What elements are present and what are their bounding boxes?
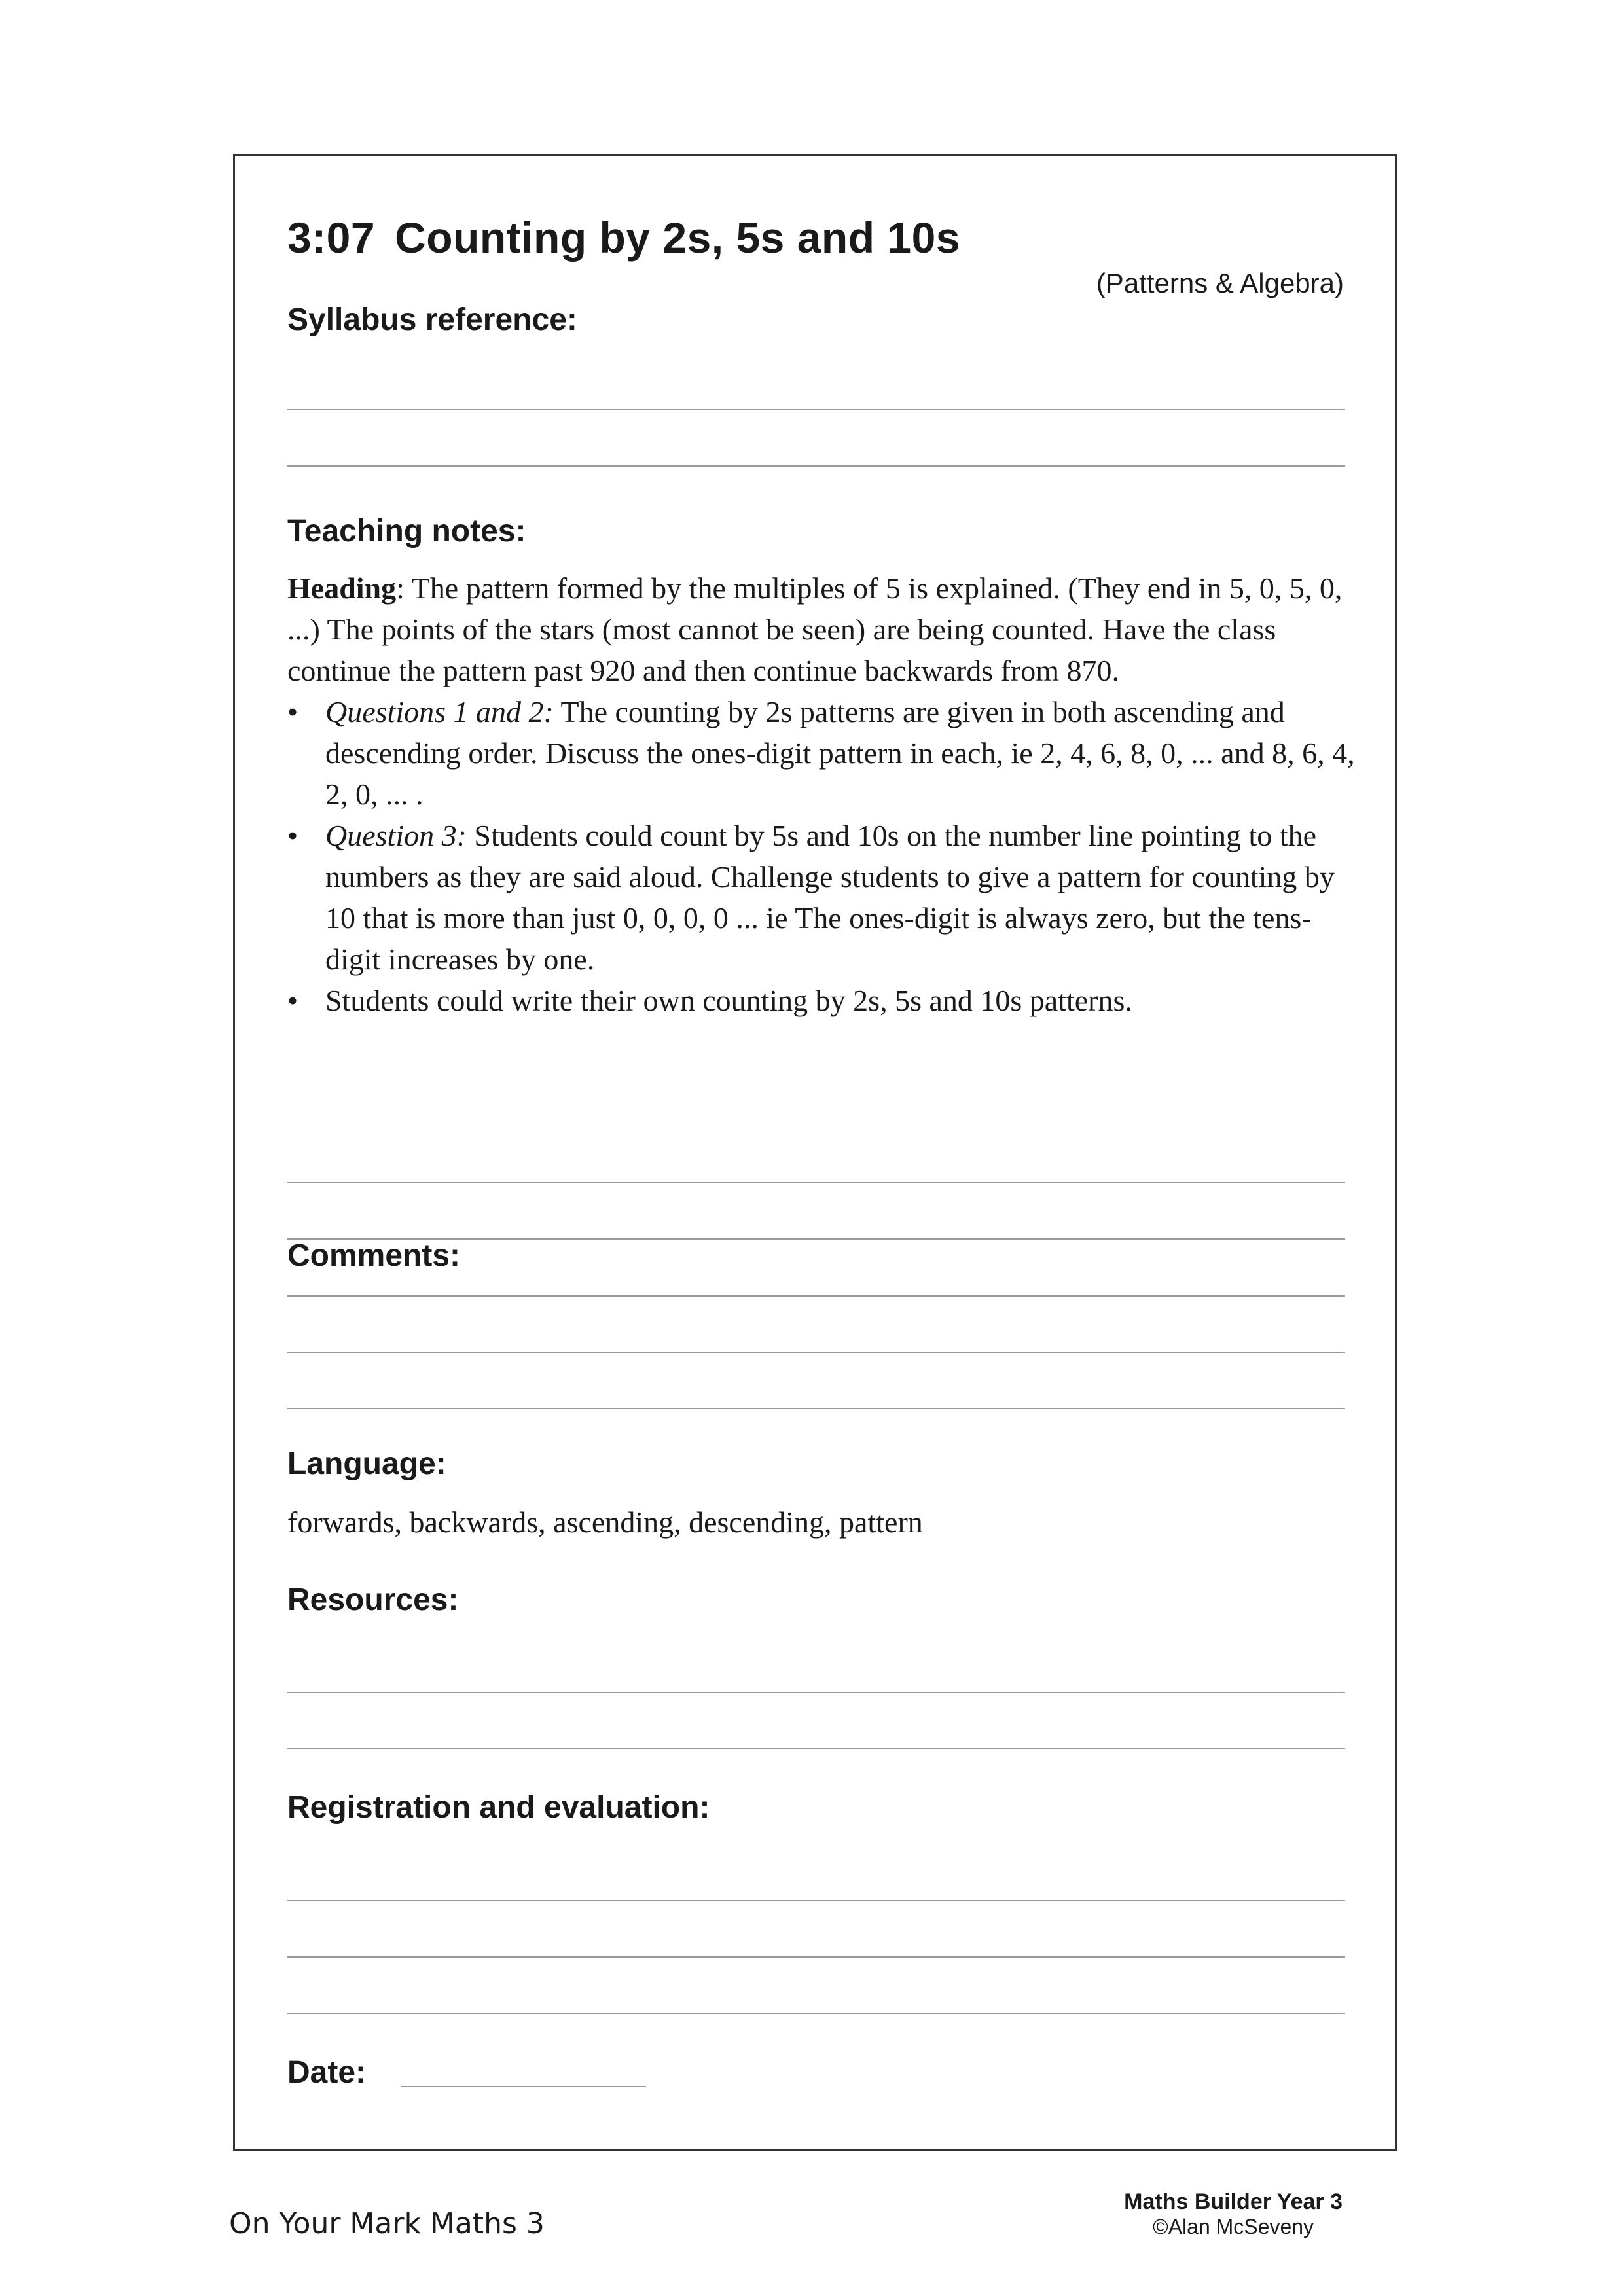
teaching-notes-body xyxy=(287,567,1361,1021)
heading-note-text: : The pattern formed by the multiples of 5 is explained. (They end in 5, 0, 5, 0, ...) The points of the stars (most cannot be seen) are being counted. Have the class continue the pattern past 920 and then continue backwards from 870. xyxy=(287,571,1343,687)
comments-write-line-5 xyxy=(287,1408,1345,1409)
comments-heading: Comments: xyxy=(287,1238,461,1273)
list-item xyxy=(287,815,1361,980)
comments-write-line-1 xyxy=(287,1182,1345,1183)
registration-heading: Registration and evaluation: xyxy=(287,1790,710,1825)
series-title: On Your Mark Maths 3 xyxy=(229,2207,545,2240)
registration-write-line-3 xyxy=(287,2013,1345,2014)
date-label: Date: xyxy=(287,2055,367,2090)
registration-write-line-2 xyxy=(287,1956,1345,1958)
language-words: forwards, backwards, ascending, descending, pattern xyxy=(287,1505,923,1539)
teaching-notes-heading: Teaching notes: xyxy=(287,514,526,548)
heading-note xyxy=(287,567,1361,691)
worksheet-code: 3:07 xyxy=(287,213,376,262)
list-item-label: Question 3: xyxy=(325,819,467,852)
comments-write-line-3 xyxy=(287,1295,1345,1297)
teaching-notes-list xyxy=(287,691,1361,1021)
language-heading: Language: xyxy=(287,1446,446,1481)
strand-label: (Patterns & Algebra) xyxy=(1096,268,1344,298)
book-credit xyxy=(1124,2189,1343,2239)
worksheet-title-text: Counting by 2s, 5s and 10s xyxy=(395,213,960,262)
syllabus-reference-heading: Syllabus reference: xyxy=(287,302,577,337)
resources-write-line-1 xyxy=(287,1692,1345,1693)
worksheet-frame xyxy=(233,154,1397,2151)
copyright-notice: ©Alan McSeveny xyxy=(1153,2215,1314,2238)
date-write-line xyxy=(401,2086,646,2087)
heading-note-label: Heading xyxy=(287,571,397,605)
worksheet-title xyxy=(287,213,960,262)
syllabus-write-line-1 xyxy=(287,409,1345,410)
list-item-text: The counting by 2s patterns are given in both ascending and descending order. Discuss the ones-digit pattern in each, ie 2, 4, 6, 8, 0, ... and 8, 6, 4, 2, 0, ... . xyxy=(325,695,1355,811)
list-item-label: Questions 1 and 2: xyxy=(325,695,554,728)
list-item-text: Students could count by 5s and 10s on the number line pointing to the numbers as they are said aloud. Challenge students to give a pattern for counting by 10 that is more than just 0, 0, 0, 0 ... ie The ones-digit is always zero, but the tens-digit increases by one. xyxy=(325,819,1335,976)
syllabus-write-line-2 xyxy=(287,465,1345,467)
book-title: Maths Builder Year 3 xyxy=(1124,2189,1343,2214)
resources-write-line-2 xyxy=(287,1748,1345,1749)
comments-write-line-4 xyxy=(287,1352,1345,1353)
list-item-text: Students could write their own counting by 2s, 5s and 10s patterns. xyxy=(325,984,1132,1017)
list-item xyxy=(287,980,1361,1021)
list-item xyxy=(287,691,1361,815)
registration-write-line-1 xyxy=(287,1900,1345,1901)
comments-write-line-2 xyxy=(287,1238,1345,1240)
resources-heading: Resources: xyxy=(287,1583,459,1617)
